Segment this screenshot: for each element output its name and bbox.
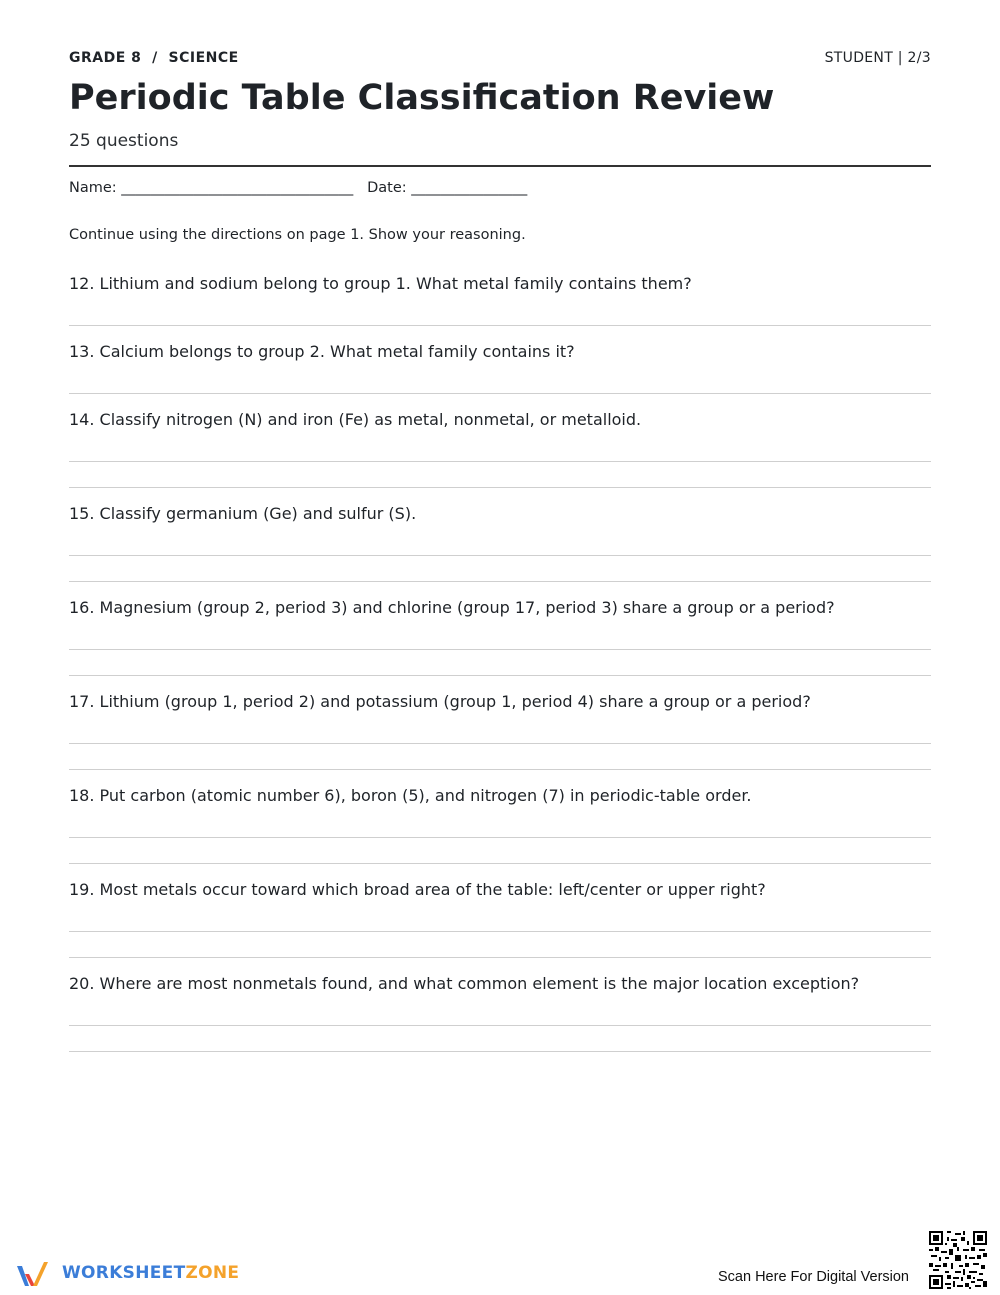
answer-line[interactable] bbox=[69, 931, 931, 932]
answer-line[interactable] bbox=[69, 1051, 931, 1052]
answer-line[interactable] bbox=[69, 325, 931, 326]
student-page-label: STUDENT | 2/3 bbox=[824, 50, 931, 66]
question-item: 17. Lithium (group 1, period 2) and potassium (group 1, period 4) share a group or a period? bbox=[69, 692, 811, 711]
logo-mark-icon bbox=[14, 1260, 54, 1290]
answer-line[interactable] bbox=[69, 393, 931, 394]
grade-subject-label: GRADE 8 / SCIENCE bbox=[69, 50, 239, 66]
answer-line[interactable] bbox=[69, 649, 931, 650]
answer-line[interactable] bbox=[69, 837, 931, 838]
answer-line[interactable] bbox=[69, 863, 931, 864]
answer-line[interactable] bbox=[69, 461, 931, 462]
answer-line[interactable] bbox=[69, 581, 931, 582]
answer-line[interactable] bbox=[69, 675, 931, 676]
header-topline bbox=[69, 50, 931, 70]
question-item: 13. Calcium belongs to group 2. What metal family contains it? bbox=[69, 342, 575, 361]
qr-code-icon[interactable] bbox=[929, 1231, 987, 1289]
date-field[interactable]: Date: ________________ bbox=[367, 180, 528, 196]
question-item: 16. Magnesium (group 2, period 3) and chlorine (group 17, period 3) share a group or a period? bbox=[69, 598, 835, 617]
question-item: 18. Put carbon (atomic number 6), boron (5), and nitrogen (7) in periodic-table order. bbox=[69, 786, 752, 805]
answer-line[interactable] bbox=[69, 957, 931, 958]
logo-wordmark: WORKSHEETZONE bbox=[62, 1263, 240, 1283]
answer-line[interactable] bbox=[69, 743, 931, 744]
question-item: 14. Classify nitrogen (N) and iron (Fe) as metal, nonmetal, or metalloid. bbox=[69, 410, 642, 429]
name-field[interactable]: Name: ________________________________ bbox=[69, 180, 354, 196]
question-item: 15. Classify germanium (Ge) and sulfur (S). bbox=[69, 504, 417, 523]
page-title: Periodic Table Classification Review bbox=[69, 78, 775, 118]
answer-line[interactable] bbox=[69, 555, 931, 556]
answer-line[interactable] bbox=[69, 1025, 931, 1026]
scan-caption: Scan Here For Digital Version bbox=[718, 1269, 909, 1285]
answer-line[interactable] bbox=[69, 487, 931, 488]
worksheetzone-logo[interactable] bbox=[14, 1258, 254, 1290]
name-date-row bbox=[69, 180, 527, 196]
question-item: 19. Most metals occur toward which broad area of the table: left/center or upper right? bbox=[69, 880, 766, 899]
directions-text: Continue using the directions on page 1. Show your reasoning. bbox=[69, 227, 526, 243]
question-item: 12. Lithium and sodium belong to group 1. What metal family contains them? bbox=[69, 274, 692, 293]
question-count: 25 questions bbox=[69, 131, 179, 151]
header-divider bbox=[69, 165, 931, 167]
question-item: 20. Where are most nonmetals found, and what common element is the major location exception? bbox=[69, 974, 860, 993]
answer-line[interactable] bbox=[69, 769, 931, 770]
